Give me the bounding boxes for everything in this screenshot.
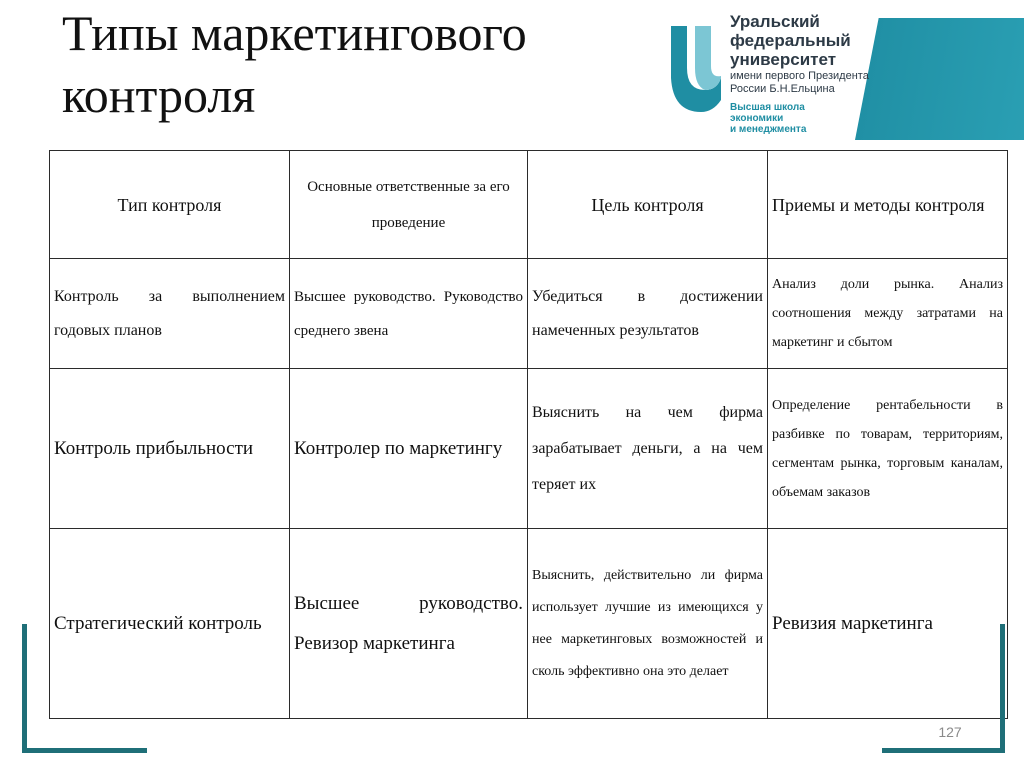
- table-header-cell: Приемы и методы контроля: [768, 151, 1008, 259]
- table-header-cell: Цель контроля: [528, 151, 768, 259]
- table-header-cell: Тип контроля: [50, 151, 290, 259]
- logo-accent-band: [855, 18, 1024, 140]
- table-header-cell: Основные ответственные за его проведение: [290, 151, 528, 259]
- page-number: 127: [938, 724, 962, 740]
- logo-name-line-1: Уральский: [730, 12, 820, 31]
- control-types-table: [49, 150, 1008, 719]
- table-cell: Контроль за выполнением годовых планов: [50, 259, 290, 369]
- logo-school-line-3: и менеджмента: [730, 124, 807, 135]
- table-row: [50, 529, 1008, 719]
- university-logo: [665, 10, 1024, 150]
- table-cell: Убедиться в достижении намеченных результатов: [528, 259, 768, 369]
- table-cell: Контролер по маркетингу: [290, 369, 528, 529]
- table-cell: Стратегический контроль: [50, 529, 290, 719]
- table-cell: Ревизия маркетинга: [768, 529, 1008, 719]
- table-row: [50, 259, 1008, 369]
- slide-title: [62, 2, 662, 126]
- logo-sub-line-1: имени первого Президента: [730, 70, 869, 82]
- logo-text: [730, 12, 880, 135]
- table-cell: Высшее руководство. Ревизор маркетинга: [290, 529, 528, 719]
- table-cell: Выяснить, действительно ли фирма использует лучшие из имеющихся у нее маркетинговых возможностей и сколь эффективно она это делает: [528, 529, 768, 719]
- logo-name-line-3: университет: [730, 50, 837, 69]
- table-header-row: [50, 151, 1008, 259]
- table-cell: Выяснить на чем фирма зарабатывает деньги, а на чем теряет их: [528, 369, 768, 529]
- decorative-frame-left: [22, 624, 147, 753]
- table-cell: Анализ доли рынка. Анализ соотношения между затратами на маркетинг и сбытом: [768, 259, 1008, 369]
- logo-school-line-2: экономики: [730, 113, 784, 124]
- logo-sub-line-2: России Б.Н.Ельцина: [730, 83, 835, 95]
- logo-name-line-2: федеральный: [730, 31, 851, 50]
- table-cell: Высшее руководство. Руководство среднего звена: [290, 259, 528, 369]
- slide-title-line-1: Типы маркетингового: [62, 5, 527, 61]
- table-row: [50, 369, 1008, 529]
- slide-title-line-2: контроля: [62, 67, 256, 123]
- table-cell: Определение рентабельности в разбивке по товарам, территориям, сегментам рынка, торговым каналам, объемам заказов: [768, 369, 1008, 529]
- university-emblem-icon: [665, 16, 727, 116]
- table-cell: Контроль прибыльности: [50, 369, 290, 529]
- logo-school-line-1: Высшая школа: [730, 102, 805, 113]
